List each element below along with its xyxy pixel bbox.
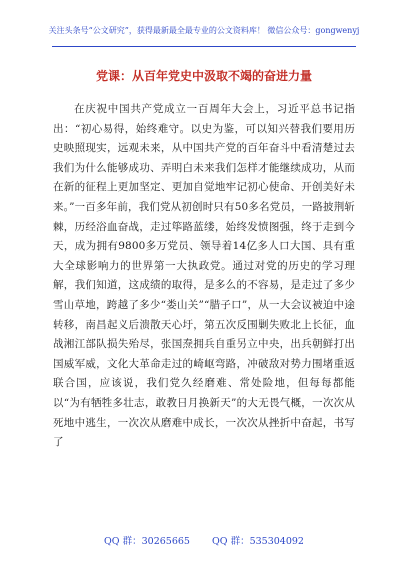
document-title: 党课：从百年党史中汲取不竭的奋进力量 bbox=[95, 69, 312, 83]
header-notice: 关注头条号“公文研究”，获得最新最全最专业的公文资料库！ 微信公众号：gongwenyj bbox=[48, 26, 360, 35]
footer-qq-group-2: QQ 群：535304092 bbox=[211, 536, 304, 547]
document-body bbox=[53, 100, 355, 453]
body-paragraph: 在庆祝中国共产党成立一百周年大会上，习近平总书记指出：“初心易得，始终难守。以史为鉴，可以知兴替我们要用历史映照现实，远观未来，从中国共产党的百年奋斗中看清楚过去我们为什么能够成功、弄明白未来我们怎样才能继续成功，从而在新的征程上更加坚定、更加自觉地牢记初心使命、开创美好未来。”一百多年前，我们党从初创时只有50多名党员，一路披荆斩棘，历经浴血奋战，走过筚路蓝缕，始终发愤图强，终于走到今天，成为拥有9800多万党员、领导着14亿多人口大国、具有重大全球影响力的世界第一大执政党。通过对党的历史的学习理解，我们知道，这成绩的取得，是多么的不容易，是走过了多少雪山草地，跨越了多少“娄山关”“腊子口”，从一大会议被迫中途转移，南昌起义后溃散天心圩，第五次反围剿失败北上长征，血战湘江部队损失殆尽，张国焘拥兵自重另立中央，出兵朝鲜打出国威军威，文化大革命走过的崎岖弯路，冲破敌对势力围堵重返联合国，应该说，我们党久经磨难、常处险地，但每每都能以“为有牺牲多壮志，敢教日月换新天”的大无畏气概，一次次从死地中逃生，一次次从磨难中成长，一次次从挫折中奋起，书写了 bbox=[53, 103, 355, 449]
footer-qq-group-1: QQ 群：30265665 bbox=[104, 536, 190, 547]
footer-contacts bbox=[0, 536, 408, 548]
header-divider bbox=[52, 46, 356, 47]
